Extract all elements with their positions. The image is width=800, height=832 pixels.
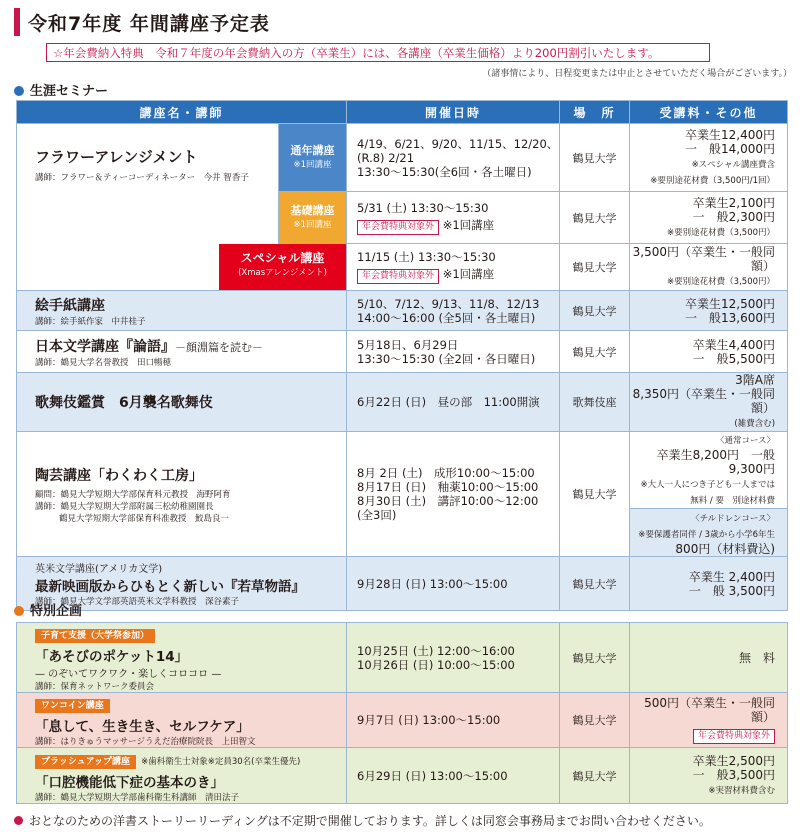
no-discount-badge: 年会費特典対象外 <box>357 220 439 235</box>
table-header-row <box>17 101 788 124</box>
fee-cell: 3階A席 8,350円（卒業生・一般同額） (雑費含む) <box>630 373 788 432</box>
special-course-label: スペシャル講座 (Xmasアレンジメント) <box>219 244 346 290</box>
section-dot-icon <box>14 606 24 616</box>
header-date: 開催日時 <box>347 101 560 124</box>
date-cell: 9月7日 (日) 13:00〜15:00 <box>347 693 560 748</box>
date-cell: 4/19、6/21、9/20、11/15、12/20、 (R.8) 2/21 13:30〜15:30(全6回・各土曜日) <box>347 124 560 192</box>
tougei-course-cell: 陶芸講座「わくわく工房」 顧問：鶴見大学短期大学部保育科元教授 海野阿育 講師：鶴見大学短期大学部附属三松幼稚園園長 鶴見大学短期大学部保育科准教授 鮫島良一 <box>17 432 347 557</box>
table-row <box>17 124 788 192</box>
footer-text: おとなのための洋書ストーリーリーディングは不定期で開催しております。詳しくは同窓会事務局までお問い合わせください。 <box>29 814 711 828</box>
special-course-cell <box>17 244 347 291</box>
table-row <box>17 693 788 748</box>
pocket-event-cell: 子育て支援（大学祭参加） 「あそびのポケット14」 — のぞいてワクワク・楽しくコロコロ — 講師：保育ネットワーク委員会 <box>17 623 347 693</box>
lecturer: 講師：フラワー＆ティーコーディネーター 今井 智香子 <box>35 173 249 183</box>
place-cell: 鶴見大学 <box>560 557 630 611</box>
event-tag: ブラッシュアップ講座 <box>35 755 136 769</box>
fee-cell: 3,500円（卒業生・一般同額） ※要別途花材費（3,500円） <box>630 244 788 291</box>
special-table <box>16 622 788 804</box>
place-cell: 鶴見大学 <box>560 693 630 748</box>
fee-cell: 卒業生12,500円 一 般13,600円 <box>630 291 788 331</box>
place-cell: 鶴見大学 <box>560 331 630 373</box>
fee-cell: 無 料 <box>630 623 788 693</box>
section-special-events <box>14 600 82 619</box>
footer-note <box>14 812 711 829</box>
table-row <box>17 623 788 693</box>
fee-cell: 卒業生4,400円 一 般5,500円 <box>630 331 788 373</box>
place-cell: 歌舞伎座 <box>560 373 630 432</box>
schedule-change-note: （諸事情により、日程変更または中止とさせていただく場合がございます。） <box>482 69 792 79</box>
header-name: 講座名・講師 <box>17 101 347 124</box>
fee-cell: 500円（卒業生・一般同額） 年会費特典対象外 <box>630 693 788 748</box>
event-tag: ワンコイン講座 <box>35 699 110 713</box>
fee-cell: 〈チルドレンコース〉 ※要保護者同伴 / 3歳から小学6年生 800円（材料費込) <box>630 509 788 557</box>
place-cell: 鶴見大学 <box>560 623 630 693</box>
no-discount-badge: 年会費特典対象外 <box>357 269 439 284</box>
table-row <box>17 748 788 804</box>
table-row <box>17 291 788 331</box>
fee-cell: 卒業生2,100円 一 般2,300円 ※要別途花材費（3,500円） <box>630 192 788 244</box>
eibei-course-cell: 英米文学講座(アメリカ文学) 最新映画版からひもとく新しい『若草物語』 講師：鶴見大学文学部英語英米文学科教授 深谷素子 <box>17 557 347 611</box>
no-discount-badge: 年会費特典対象外 <box>693 729 775 744</box>
course-title: フラワーアレンジメント <box>35 148 198 166</box>
seminar-table <box>16 100 788 611</box>
place-cell: 鶴見大学 <box>560 748 630 804</box>
place-cell: 鶴見大学 <box>560 432 630 557</box>
fee-cell: 〈通常コース〉 卒業生8,200円 一般9,300円 ※大人一人につき子ども一人までは 無料 / 要 別途材料費 <box>630 432 788 509</box>
section-dot-icon <box>14 86 24 96</box>
koukuu-event-cell: ブラッシュアップ講座 ※歯科衛生士対象※定員30名(卒業生優先) 「口腔機能低下症の基本のき」 講師：鶴見大学短期大学部歯科衛生科講師 清田法子 <box>17 748 347 804</box>
member-discount-notice: ☆年会費納入特典 令和７年度の年会費納入の方（卒業生）には、各講座（卒業生価格）より200円割引いたします。 <box>46 43 710 62</box>
date-cell: 9月28日 (日) 13:00〜15:00 <box>347 557 560 611</box>
place-cell: 鶴見大学 <box>560 244 630 291</box>
fee-cell: 卒業生12,400円 一 般14,000円 ※スペシャル講座費含 ※要別途花材費（3,500円/1回） <box>630 124 788 192</box>
header-fee: 受講料・その他 <box>630 101 788 124</box>
table-row <box>17 373 788 432</box>
etegami-course-cell: 絵手紙講座 講師：絵手紙作家 中井桂子 <box>17 291 347 331</box>
flower-course-cell <box>17 124 279 244</box>
event-tag: 子育て支援（大学祭参加） <box>35 629 155 643</box>
fee-cell: 卒業生 2,400円 一 般 3,500円 <box>630 557 788 611</box>
kabuki-course-cell: 歌舞伎鑑賞 6月襲名歌舞伎 <box>17 373 347 432</box>
title-accent-bar <box>14 8 20 36</box>
regular-course-label: 通年講座 ※1回講座 <box>279 124 347 192</box>
date-cell: 11/15 (土) 13:30〜15:30 年会費特典対象外 ※1回講座 <box>347 244 560 291</box>
date-cell: 5月18日、6月29日 13:30〜15:30 (全2回・各日曜日) <box>347 331 560 373</box>
place-cell: 鶴見大学 <box>560 291 630 331</box>
date-cell: 6月29日 (日) 13:00〜15:00 <box>347 748 560 804</box>
table-row <box>17 557 788 611</box>
section-title: 生涯セミナー <box>30 84 109 99</box>
date-cell: 5/10、7/12、9/13、11/8、12/13 14:00〜16:00 (全5回・各土曜日) <box>347 291 560 331</box>
section-title: 特別企画 <box>30 604 83 619</box>
date-cell: 5/31 (土) 13:30〜15:30 年会費特典対象外 ※1回講座 <box>347 192 560 244</box>
footer-dot-icon <box>14 816 23 825</box>
place-cell: 鶴見大学 <box>560 124 630 192</box>
fee-cell: 卒業生2,500円 一 般3,500円 ※実習材料費含む <box>630 748 788 804</box>
basic-course-label: 基礎講座 ※1回講座 <box>279 192 347 244</box>
place-cell: 鶴見大学 <box>560 192 630 244</box>
table-row <box>17 331 788 373</box>
section-lifelong-seminar <box>14 80 108 99</box>
header-place: 場 所 <box>560 101 630 124</box>
bungaku-course-cell: 日本文学講座『論語』－顔淵篇を読む－ 講師：鶴見大学名誉教授 田口暢穂 <box>17 331 347 373</box>
date-cell: 10月25日 (土) 12:00〜16:00 10月26日 (日) 10:00〜15:00 <box>347 623 560 693</box>
date-cell: 6月22日 (日) 昼の部 11:00開演 <box>347 373 560 432</box>
table-row <box>17 244 788 291</box>
page-title: 令和7年度 年間講座予定表 <box>28 13 270 35</box>
table-row <box>17 432 788 509</box>
date-cell: 8月 2日 (土) 成形10:00〜15:00 8月17日 (日) 釉薬10:00〜15:00 8月30日 (土) 講評10:00〜12:00 (全3回) <box>347 432 560 557</box>
selfcare-event-cell: ワンコイン講座 「息して、生き生き、セルフケア」 講師：はりきゅうマッサージうえだ治療院院長 上田智文 <box>17 693 347 748</box>
